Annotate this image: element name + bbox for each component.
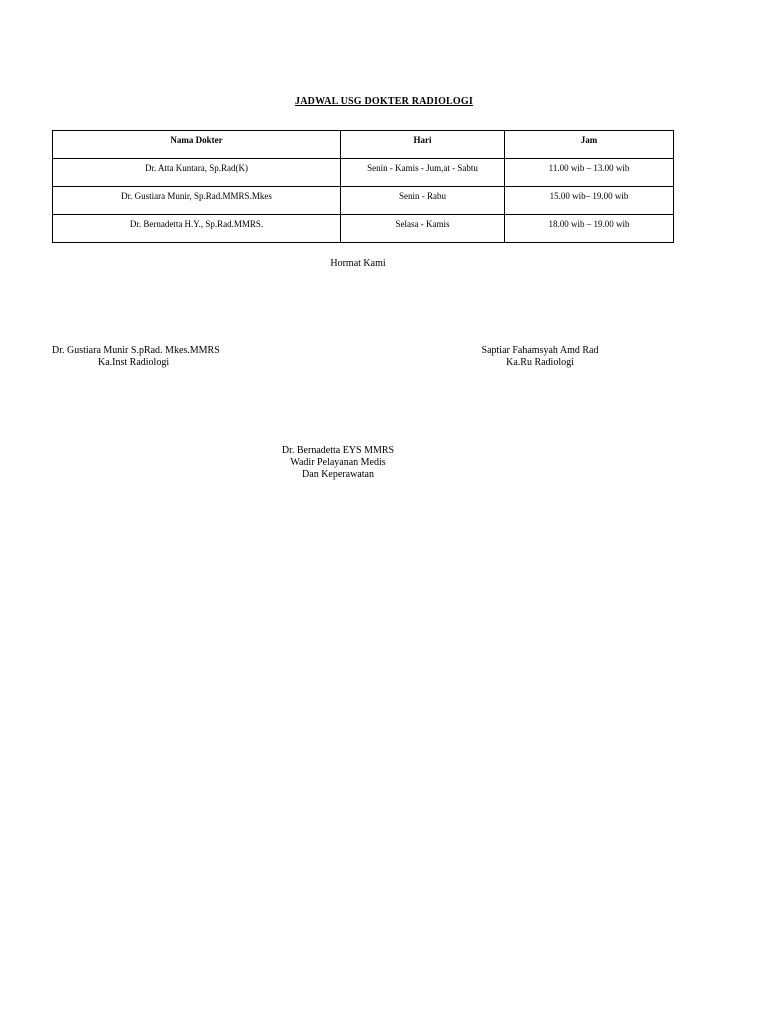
- table-header-row: [53, 131, 674, 159]
- signatory-name: Dr. Gustiara Munir S.pRad. Mkes.MMRS: [52, 345, 220, 356]
- closing-text: Hormat Kami: [330, 258, 386, 269]
- signature-block-left: [52, 345, 272, 369]
- column-header-name: Nama Dokter: [53, 131, 341, 159]
- signatory-role: Ka.Inst Radiologi: [98, 357, 170, 368]
- time-cell: 11.00 wib – 13.00 wib: [505, 159, 674, 187]
- column-header-day: Hari: [341, 131, 505, 159]
- signatory-role-continued: Dan Keperawatan: [302, 469, 374, 480]
- schedule-table: [52, 130, 674, 243]
- time-cell: 15.00 wib– 19.00 wib: [505, 187, 674, 215]
- doc-title: JADWAL USG DOKTER RADIOLOGI: [295, 96, 473, 107]
- column-header-time: Jam: [505, 131, 674, 159]
- signatory-name: Dr. Bernadetta EYS MMRS: [281, 445, 395, 456]
- table-row: [53, 215, 674, 243]
- doctor-name-cell: Dr. Bernadetta H.Y., Sp.Rad.MMRS.: [53, 215, 341, 243]
- signatory-role: Ka.Ru Radiologi: [506, 357, 574, 368]
- signatory-role: Wadir Pelayanan Medis: [290, 457, 386, 468]
- signatory-name: Saptiar Fahamsyah Amd Rad: [481, 345, 599, 356]
- doctor-name-cell: Dr. Atta Kuntara, Sp.Rad(K): [53, 159, 341, 187]
- table-row: [53, 187, 674, 215]
- signature-block-right: [460, 345, 620, 369]
- signature-block-bottom: [238, 445, 438, 481]
- table-row: [53, 159, 674, 187]
- time-cell: 18.00 wib – 19.00 wib: [505, 215, 674, 243]
- day-cell: Senin - Kamis - Jum,at - Sabtu: [341, 159, 505, 187]
- day-cell: Senin - Rabu: [341, 187, 505, 215]
- day-cell: Selasa - Kamis: [341, 215, 505, 243]
- doctor-name-cell: Dr. Gustiara Munir, Sp.Rad.MMRS.Mkes: [53, 187, 341, 215]
